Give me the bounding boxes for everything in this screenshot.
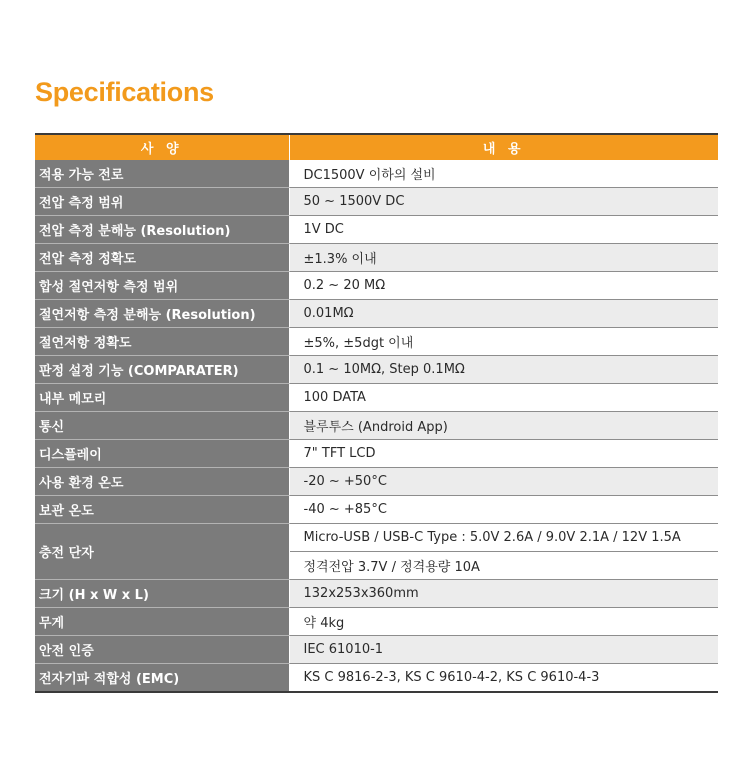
page-title: Specifications [35,77,214,107]
row-label: 전압 측정 정확도 [35,244,289,272]
table-row [35,300,718,328]
header-spec: 사 양 [35,134,289,160]
row-label: 보관 온도 [35,496,289,524]
table-row [35,496,718,524]
row-value: IEC 61010-1 [289,636,718,664]
row-label: 통신 [35,412,289,440]
specifications-table [35,133,718,693]
row-label: 판정 설정 기능 (COMPARATER) [35,356,289,384]
row-label: 안전 인증 [35,636,289,664]
row-label: 적용 가능 전로 [35,160,289,188]
table-row [35,440,718,468]
row-value: 0.01MΩ [289,300,718,328]
row-value: ±5%, ±5dgt 이내 [289,328,718,356]
table-row [35,608,718,636]
row-value: 0.1 ~ 10MΩ, Step 0.1MΩ [289,356,718,384]
row-value: 0.2 ~ 20 MΩ [289,272,718,300]
row-value: 100 DATA [289,384,718,412]
table-row [35,356,718,384]
row-value: Micro-USB / USB-C Type : 5.0V 2.6A / 9.0V 2.1A / 12V 1.5A [289,524,718,552]
row-label: 사용 환경 온도 [35,468,289,496]
table-row [35,664,718,693]
table-row [35,580,718,608]
table-row [35,272,718,300]
table-row [35,216,718,244]
row-label: 충전 단자 [35,524,289,580]
row-value: 정격전압 3.7V / 정격용량 10A [289,552,718,580]
row-label: 절연저항 정확도 [35,328,289,356]
row-label: 전압 측정 범위 [35,188,289,216]
row-label: 디스플레이 [35,440,289,468]
table-row [35,412,718,440]
table-row [35,524,718,552]
row-value: DC1500V 이하의 설비 [289,160,718,188]
row-value: 약 4kg [289,608,718,636]
row-value: 50 ~ 1500V DC [289,188,718,216]
row-label: 무게 [35,608,289,636]
row-value: 132x253x360mm [289,580,718,608]
table-row [35,468,718,496]
row-value: KS C 9816-2-3, KS C 9610-4-2, KS C 9610-4-3 [289,664,718,693]
header-content: 내 용 [289,134,718,160]
row-label: 절연저항 측정 분해능 (Resolution) [35,300,289,328]
row-value: 블루투스 (Android App) [289,412,718,440]
row-label: 전자기파 적합성 (EMC) [35,664,289,693]
row-label: 크기 (H x W x L) [35,580,289,608]
row-value: -40 ~ +85°C [289,496,718,524]
table-row [35,328,718,356]
table-row [35,636,718,664]
row-value: 1V DC [289,216,718,244]
table-row [35,384,718,412]
row-value: -20 ~ +50°C [289,468,718,496]
row-value: ±1.3% 이내 [289,244,718,272]
table-row [35,244,718,272]
table-header-row [35,134,718,160]
row-label: 전압 측정 분해능 (Resolution) [35,216,289,244]
table-row [35,160,718,188]
row-label: 합성 절연저항 측정 범위 [35,272,289,300]
table-row [35,188,718,216]
row-label: 내부 메모리 [35,384,289,412]
row-value: 7" TFT LCD [289,440,718,468]
